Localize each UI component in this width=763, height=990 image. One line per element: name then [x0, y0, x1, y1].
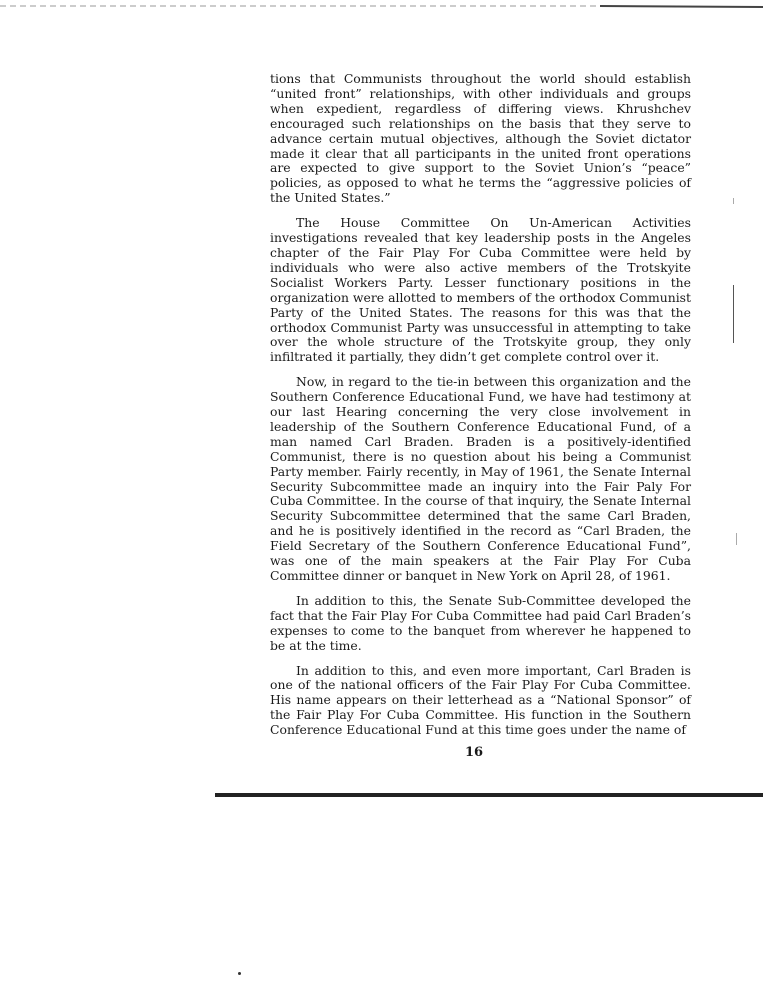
paragraph-4: In addition to this, the Senate Sub-Committee developed the fact that the Fair Play For Cuba Committee had paid Carl Braden’s expenses to come to the banquet from wherever he happened to be at the time.: [270, 592, 691, 653]
paragraph-5: In addition to this, and even more important, Carl Braden is one of the national officers of the Fair Play For Cuba Committee. His name appears on their letterhead as a “National Sponsor” of the Fair Play For Cuba Committee. His function in the Southern Conference Educational Fund at this time goes under the name of: [270, 662, 691, 738]
stray-mark: [238, 972, 241, 975]
bottom-scan-rule: [215, 790, 763, 800]
margin-mark: [733, 285, 734, 343]
paragraph-2: The House Committee On Un-American Activities investigations revealed that key leadership posts in the Angeles chapter of the Fair Play For Cuba Committee were held by individuals who were also active members of the Trotskyite Socialist Workers Party. Lesser functionary positions in the organization were allotted to members of the orthodox Communist Party of the United States. The reasons for this was that the orthodox Communist Party was unsuccessful in attempting to take over the whole structure of the Trotskyite group, they only infiltrated it partially, they didn’t get complete control over it.: [270, 215, 691, 365]
paragraph-1: tions that Communists throughout the world should establish “united front” relationships, with other individuals and groups when expedient, regardless of differing views. Khrushchev encouraged such relationships on the basis that they serve to advance certain mutual objectives, although the Soviet dictator made it clear that all participants in the united front operations are expected to give support to the Soviet Union’s “peace” policies, as opposed to what he terms the “aggressive policies of the United States.”: [270, 71, 691, 206]
body-text: [270, 72, 691, 748]
top-scan-rule: [0, 2, 763, 10]
page-number: 16: [465, 745, 484, 760]
margin-mark: [736, 533, 737, 545]
margin-mark: [733, 198, 734, 204]
paragraph-3: Now, in regard to the tie-in between this organization and the Southern Conference Educational Fund, we have had testimony at our last Hearing concerning the very close involvement in leadership of the Southern Conference Educational Fund, of a man named Carl Braden. Braden is a positively-identified Communist, there is no question about his being a Communist Party member. Fairly recently, in May of 1961, the Senate Internal Security Subcommittee made an inquiry into the Fair Paly For Cuba Committee. In the course of that inquiry, the Senate Internal Security Subcommittee determined that the same Carl Braden, and he is positively identified in the record as “Carl Braden, the Field Secretary of the Southern Conference Educational Fund”, was one of the main speakers at the Fair Play For Cuba Committee dinner or banquet in New York on April 28, of 1961.: [270, 374, 691, 583]
